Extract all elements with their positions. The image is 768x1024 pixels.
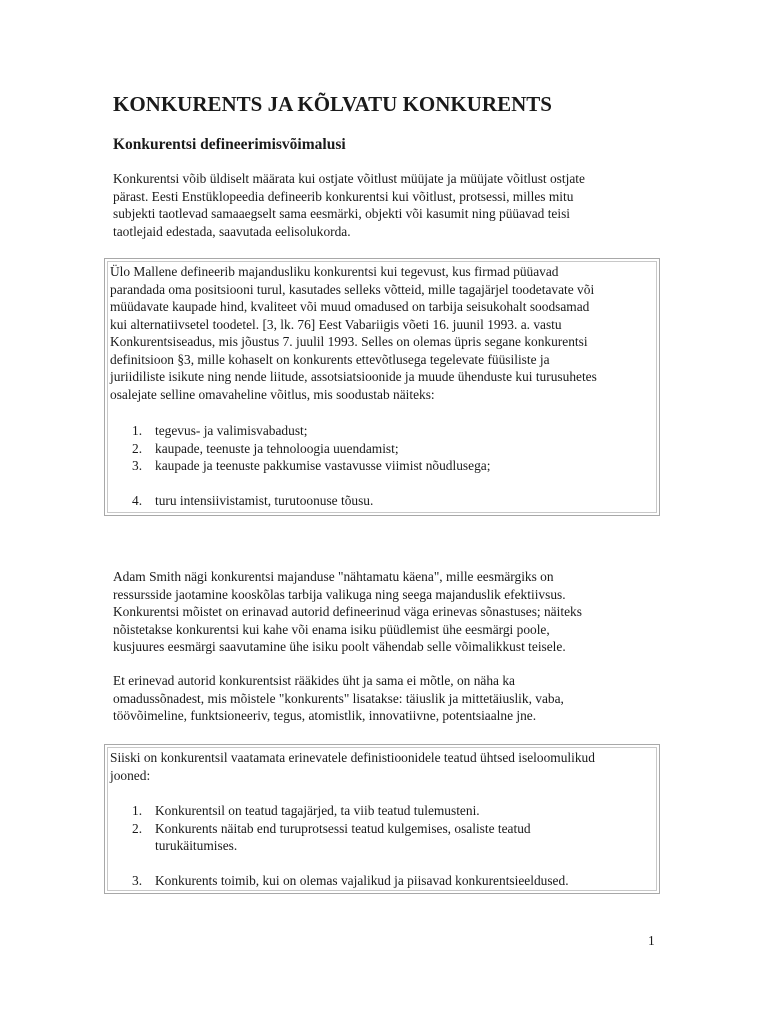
list-item — [105, 457, 490, 475]
text-line: töövõimeline, funktsioneeriv, tegus, atomistlik, innovatiivne, potentsiaalne jne. — [113, 708, 537, 723]
list-number: 2. — [132, 440, 143, 456]
numbered-list — [105, 422, 490, 510]
text-line: Adam Smith nägi konkurentsi majanduse "nähtamatu käena", mille eesmärgiks on — [113, 569, 554, 584]
smith-paragraph — [113, 568, 661, 656]
text-line: pärast. Eesti Enstüklopeedia defineerib konkurentsi kui võitlust, protsessi, milles mitu — [113, 188, 574, 204]
text-line: definitsioon §3, mille kohaselt on konkurents ettevõtlusega tegelevate füüsiliste ja — [110, 351, 550, 367]
list-item-text: turu intensiivistamist, turutoonuse tõusu. — [155, 493, 374, 508]
box-paragraph — [110, 749, 595, 784]
text-line: Ülo Mallene defineerib majandusliku konkurentsi kui tegevust, kus firmad püüavad — [110, 264, 559, 279]
list-number: 3. — [132, 873, 143, 888]
text-line: Siiski on konkurentsil vaatamata erinevatele definistioonidele teatud ühtsed iseloomulikud — [110, 750, 595, 765]
list-item — [105, 872, 569, 890]
box-paragraph — [110, 263, 597, 403]
text-line: kusjuures eesmärgi saavutamine ühe isiku poolt vähendab selle võimalikkust teisele. — [113, 639, 566, 654]
list-item-text: Konkurents toimib, kui on olemas vajalikud ja piisavad konkurentsieeldused. — [155, 873, 569, 888]
list-item-text: kaupade ja teenuste pakkumise vastavusse viimist nõudlusega; — [155, 458, 491, 473]
list-number: 3. — [132, 458, 143, 473]
text-line: nõistetakse konkurentsi kui kahe või enama isiku püüdlemist ühe eesmärgi poole, — [113, 621, 550, 637]
list-item — [105, 820, 569, 855]
text-line: müüdavate kaupade hind, kvaliteet või muud omadused on tarbija seisukohalt soodsamad — [110, 299, 590, 314]
text-line: subjekti taotlevad samaaegselt sama eesmärki, objekti või kasumit ning püüavad teisi — [113, 206, 571, 221]
text-line: parandada oma positsiooni turul, kasutades selleks võtteid, mille tagajärjel toodetavate või — [110, 281, 595, 297]
text-line: ressursside jaotamine kooskõlas tarbija valikuga ning seega majanduslik efektiivsus. — [113, 586, 566, 602]
list-item-text: Konkurents näitab end turuprotsessi teatud kulgemises, osaliste teatud — [155, 820, 531, 836]
list-item-text: Konkurentsil on teatud tagajärjed, ta viib teatud tulemusteni. — [155, 803, 480, 818]
text-line: taotlejaid edestada, saavutada eelisolukorda. — [113, 223, 351, 239]
list-number: 1. — [132, 423, 143, 438]
list-item — [105, 422, 490, 440]
text-line: Konkurentsi võib üldiselt määrata kui ostjate võitlust müüjate ja müüjate võitlust ostjate — [113, 171, 585, 186]
text-line: juriidiliste isikute ning nende liitude, assotsiatsioonide ja muude ühenduste kui turusuhetes — [110, 369, 597, 384]
text-line: jooned: — [110, 767, 151, 783]
text-line: omadussõnadest, mis mõistele "konkurents" lisatakse: täiuslik ja mittetäiuslik, vaba, — [113, 690, 564, 706]
list-item-text: kaupade, teenuste ja tehnoloogia uuendamist; — [155, 440, 399, 456]
list-number: 1. — [132, 803, 143, 818]
list-number: 4. — [132, 493, 143, 508]
section-heading: Konkurentsi defineerimisvõimalusi — [113, 136, 346, 153]
numbered-list — [105, 802, 569, 890]
list-item-continuation: turukäitumises. — [155, 838, 238, 853]
page-number: 1 — [648, 933, 655, 948]
list-item-text: tegevus- ja valimisvabadust; — [155, 423, 308, 438]
adjectives-paragraph — [113, 672, 661, 725]
features-box — [104, 744, 660, 894]
definition-box — [104, 258, 660, 516]
text-line: kui alternatiivsetel toodetel. [3, lk. 76] Eest Vabariigis võeti 16. juunil 1993. a. vastu — [110, 316, 562, 332]
list-item — [105, 802, 569, 820]
text-line: Konkurentsi mõistet on erinavad autorid defineerinud väga erinevas sõnastuses; näiteks — [113, 604, 582, 619]
list-item — [105, 492, 490, 510]
list-number: 2. — [132, 820, 143, 836]
list-item — [105, 440, 490, 458]
text-line: osalejate selline omavaheline võitlus, mis soodustab näiteks: — [110, 386, 435, 402]
text-line: Et erinevad autorid konkurentsist rääkides üht ja sama ei mõtle, on näha ka — [113, 673, 515, 688]
intro-paragraph — [113, 170, 661, 240]
text-line: Konkurentsiseadus, mis jõustus 7. juulil 1993. Selles on olemas üpris segane konkurentsi — [110, 334, 588, 349]
page-title: KONKURENTS JA KÕLVATU KONKURENTS — [113, 92, 552, 116]
